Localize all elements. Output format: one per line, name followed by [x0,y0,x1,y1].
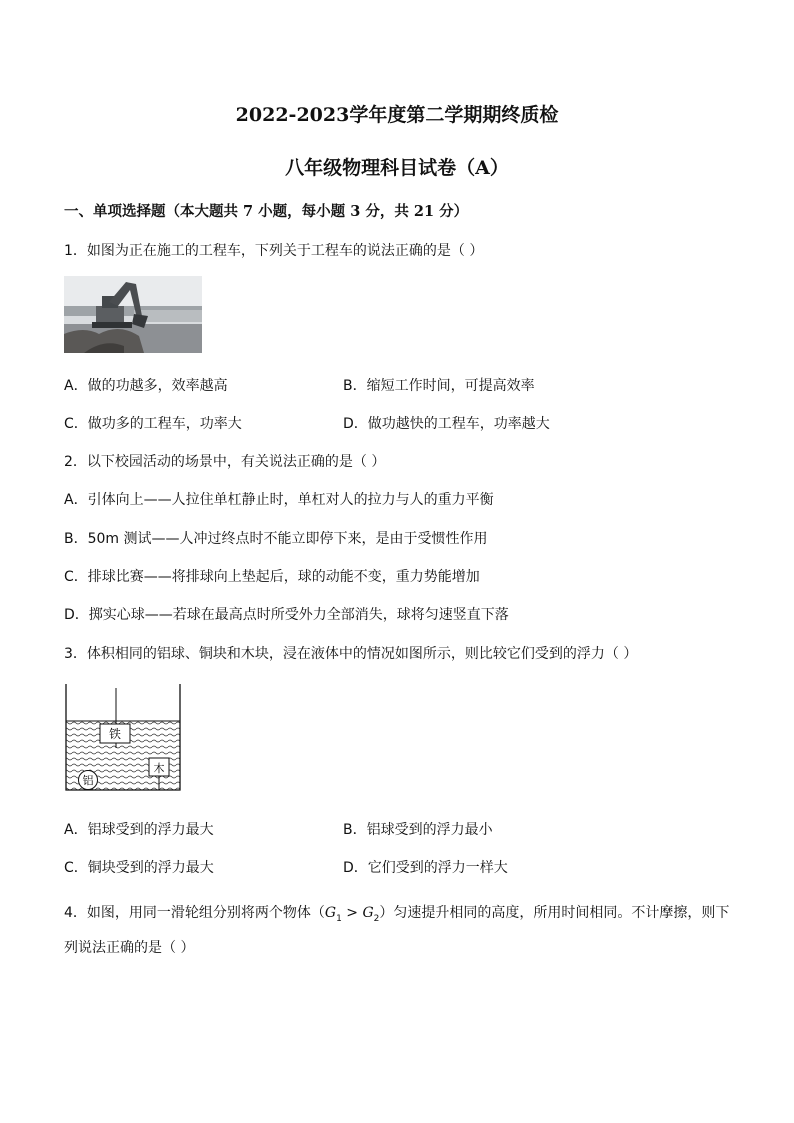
q2-option-b: B．50m 测试——人冲过终点时不能立即停下来，是由于受惯性作用 [64,531,488,547]
q3-stem: 3．体积相同的铝球、铜块和木块，浸在液体中的情况如图所示，则比较它们受到的浮力（ ） [64,646,638,662]
q4-stem-after: ）匀速提升相同的高度，所用时间相同。不计摩擦，则下 [379,905,730,921]
section-heading: 一、单项选择题（本大题共 7 小题，每小题 3 分，共 21 分） [64,203,469,220]
q2-stem: 2．以下校园活动的场景中，有关说法正确的是（ ） [64,454,386,470]
q2-option-a: A．引体向上——人拉住单杠静止时，单杠对人的拉力与人的重力平衡 [64,492,494,508]
g2-symbol: G [362,905,374,921]
q4-stem-line2: 列说法正确的是（ ） [64,940,195,956]
q2-option-d: D．掷实心球——若球在最高点时所受外力全部消失，球将匀速竖直下落 [64,607,509,623]
exam-title: 2022-2023学年度第二学期期终质检 [235,104,559,126]
q2-option-c: C．排球比赛——将排球向上垫起后，球的动能不变，重力势能增加 [64,569,480,585]
q3-option-c: C．铜块受到的浮力最大 [64,860,214,876]
q1-option-b: B．缩短工作时间，可提高效率 [343,378,535,394]
q1-option-d: D．做功越快的工程车，功率越大 [343,416,550,432]
q3-option-a: A．铝球受到的浮力最大 [64,822,214,838]
q1-option-c: C．做功多的工程车，功率大 [64,416,242,432]
aluminum-label: 铝 [82,774,94,787]
q3-option-d: D．它们受到的浮力一样大 [343,860,508,876]
beaker-diagram [64,684,184,792]
exam-subtitle: 八年级物理科目试卷（A） [285,157,509,179]
g1-subscript: 1 [336,913,342,924]
greater-than: > [341,905,363,921]
q4-stem [64,902,729,924]
q3-option-b: B．铝球受到的浮力最小 [343,822,493,838]
iron-label: 铁 [108,727,122,741]
wood-label: 木 [153,762,165,775]
g2-subscript: 2 [373,913,380,924]
q4-stem-before: 4．如图，用同一滑轮组分别将两个物体（ [64,905,325,921]
q1-stem: 1．如图为正在施工的工程车，下列关于工程车的说法正确的是（ ） [64,243,484,259]
g1-symbol: G [324,905,337,921]
q1-option-a: A．做的功越多，效率越高 [64,378,228,394]
excavator-photo [64,276,202,353]
